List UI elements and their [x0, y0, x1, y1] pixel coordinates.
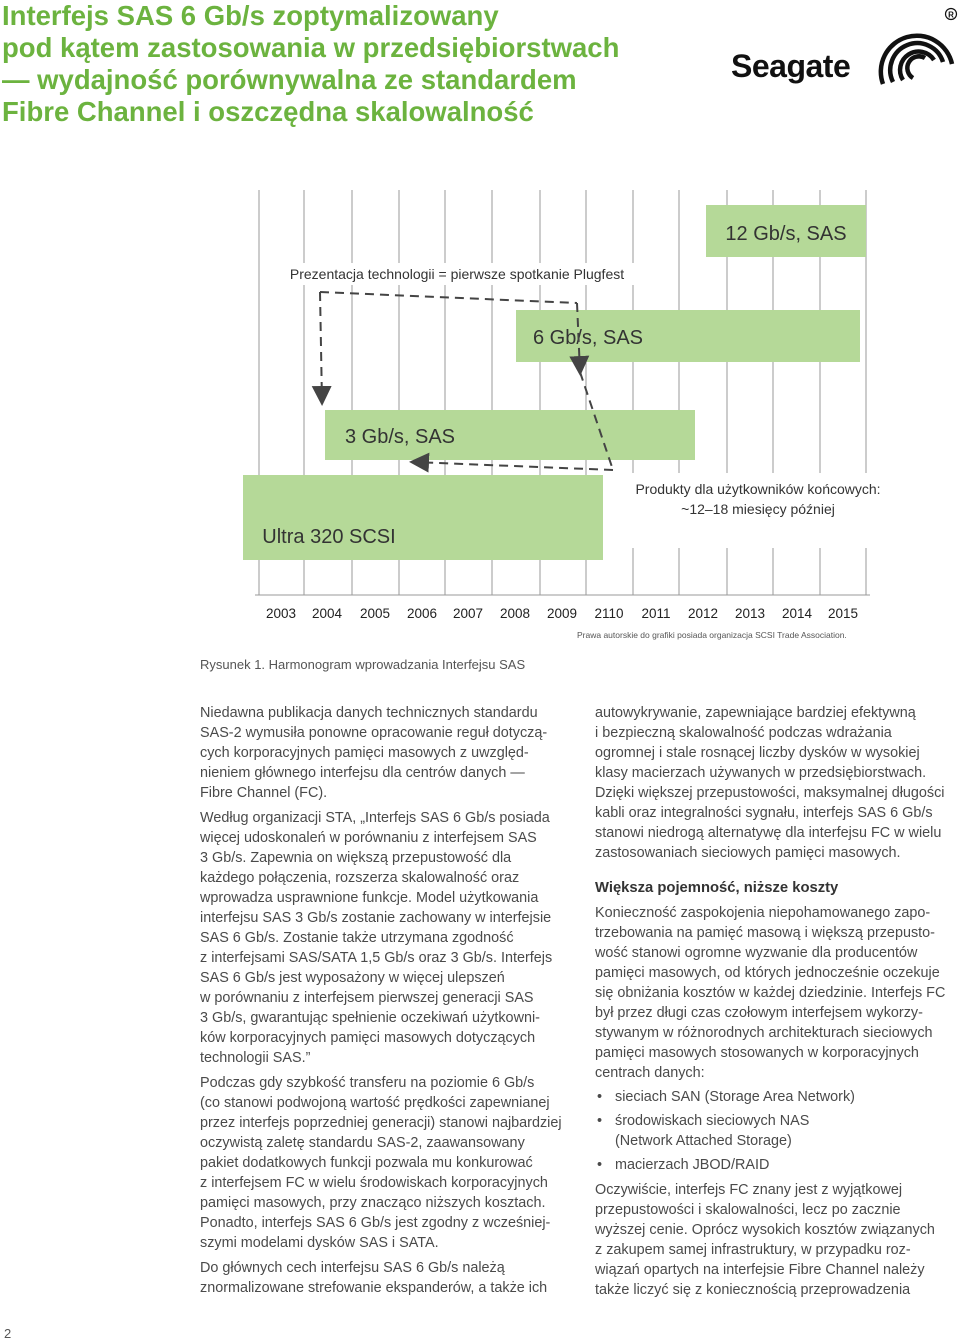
text-line: 3 Gb/s. Zapewnia on większą przepustowość dla	[200, 850, 512, 866]
text-line: stanowi niedrogą alternatywę dla interfejsu FC w wielu	[595, 825, 942, 841]
text-line: Ponadto, interfejs SAS 6 Gb/s jest zgodny z wcześniej-	[200, 1215, 551, 1231]
text-line: SAS-2 wymusiła ponowne opracowanie reguł dotyczą-	[200, 725, 548, 741]
text-line: stywanym w różnorodnych architekturach sieciowych	[595, 1025, 933, 1041]
text-line: pamięci masowych, przy znacząco niższych kosztach.	[200, 1195, 546, 1211]
left-column	[200, 703, 570, 1298]
text-line: oczywistą zaletę standardu SAS-2, zaawansowany	[200, 1135, 525, 1151]
year-label: 2009	[546, 606, 578, 621]
section-heading: Większa pojemność, niższe koszty	[595, 880, 839, 896]
text-line: wprowadza usprawnione funkcje. Model użytkowania	[200, 890, 539, 906]
bullet-icon: •	[597, 1113, 603, 1129]
list-item	[595, 1087, 955, 1107]
text-line: się obniżania kosztów w każdej dziedzinie. Interfejs FC	[595, 985, 946, 1001]
text-line: i bezpieczną skalowalność podczas wdrażania	[595, 725, 892, 741]
text-line: SAS 6 Gb/s jest wyposażony w więcej ulepszeń	[200, 970, 505, 986]
text-line: Do głównych cech interfejsu SAS 6 Gb/s należą	[200, 1260, 505, 1276]
text-line: przepustowości i skalowalności, lecz po zacznie	[595, 1202, 901, 1218]
text-line: cych korporacyjnych pamięci masowych z uwzględ-	[200, 745, 529, 761]
year-label: 2015	[827, 606, 859, 621]
list-item	[595, 1155, 955, 1175]
text-line: Konieczność zaspokojenia niepohamowanego zapo-	[595, 905, 931, 921]
text-line: Niedawna publikacja danych technicznych standardu	[200, 705, 538, 721]
year-label: 2008	[499, 606, 531, 621]
year-label: 2013	[734, 606, 766, 621]
text-line: z interfejsem FC w wielu środowiskach korporacyjnych	[200, 1175, 548, 1191]
right-column	[595, 703, 955, 1300]
seagate-wordmark: Seagate	[731, 48, 851, 84]
text-line: ków korporacyjnych pamięci masowych dotyczących	[200, 1030, 536, 1046]
text-line: technologii SAS.”	[200, 1050, 311, 1066]
text-line: nieniem głównego interfejsu dla centrów danych —	[200, 765, 525, 781]
text-line: Według organizacji STA, „Interfejs SAS 6 Gb/s posiada	[200, 810, 550, 826]
paragraph	[200, 703, 570, 803]
text-line: z interfejsami SAS/SATA 1,5 Gb/s oraz 3 Gb/s. Interfejs	[200, 950, 553, 966]
text-line: wiązań opartych na interfejsie Fibre Channel należy	[595, 1262, 925, 1278]
text-line: pakiet dodatkowych funkcji pozwala mu konkurować	[200, 1155, 533, 1171]
year-label: 2004	[311, 606, 343, 621]
figure-caption: Rysunek 1. Harmonogram wprowadzania Interfejsu SAS	[200, 657, 526, 672]
text-line: był przez długi czas czołowym interfejsem wykorzy-	[595, 1005, 923, 1021]
title-line: pod kątem zastosowania w przedsiębiorstwach	[2, 32, 620, 63]
bullet-icon: •	[597, 1089, 603, 1105]
text-line: z zakupem samej infrastruktury, w przypadku roz-	[595, 1242, 911, 1258]
year-label: 2014	[781, 606, 813, 621]
text-line: trzebowania na pamięć masową i większą przepusto-	[595, 925, 935, 941]
list-item	[595, 1111, 955, 1151]
text-line: znormalizowane strefowanie ekspanderów, a także ich	[200, 1280, 548, 1296]
text-line: w porównaniu z interfejsem pierwszej generacji SAS	[200, 990, 534, 1006]
sas-12-label: 12 Gb/s, SAS	[725, 223, 847, 245]
figure-copyright: Prawa autorskie do grafiki posiada organizacja SCSI Trade Association.	[577, 630, 847, 640]
text-line: centrach danych:	[595, 1065, 705, 1081]
list-item-text: sieciach SAN (Storage Area Network)	[615, 1089, 855, 1105]
text-line: wość stanowi ogromne wyzwanie dla producentów	[595, 945, 918, 961]
list-item-text: środowiskach sieciowych NAS	[615, 1113, 810, 1129]
products-note-line: ~12–18 miesięcy później	[681, 501, 835, 517]
text-line: Dzięki większej przepustowości, maksymalnej długości	[595, 785, 945, 801]
text-line: szymi modelami dysków SAS i SATA.	[200, 1235, 439, 1251]
text-line: (co stanowi podwojoną wartość prędkości zapewnianej	[200, 1095, 550, 1111]
year-label: 2007	[452, 606, 484, 621]
paragraph	[595, 703, 955, 863]
text-line: kabli oraz integralności sygnału, interfejs SAS 6 Gb/s	[595, 805, 933, 821]
page-number: 2	[4, 1326, 12, 1341]
text-line: pamięci masowych, od których jednocześnie oczekuje	[595, 965, 940, 981]
bullet-icon: •	[597, 1157, 603, 1173]
text-line: więcej udoskonaleń w porównaniu z interfejsem SAS	[200, 830, 537, 846]
list-item-text: macierzach JBOD/RAID	[615, 1157, 770, 1173]
paragraph	[595, 903, 955, 1083]
paragraph	[200, 1073, 570, 1253]
timeline-years	[266, 606, 858, 621]
year-label: 2110	[594, 606, 624, 621]
text-line: klasy macierzach używanych w przedsiębiorstwach.	[595, 765, 927, 781]
arrow-back-to-sas3	[413, 462, 613, 470]
year-label: 2006	[406, 606, 438, 621]
products-note-line: Produkty dla użytkowników końcowych:	[635, 481, 881, 497]
paragraph	[200, 1258, 570, 1298]
year-label: 2005	[359, 606, 391, 621]
text-line: wyższej cenie. Oprócz wysokich kosztów związanych	[595, 1222, 935, 1238]
year-label: 2012	[687, 606, 719, 621]
text-line: także liczyć się z koniecznością przeprowadzenia	[595, 1282, 911, 1298]
text-line: Oczywiście, interfejs FC znany jest z wyjątkowej	[595, 1182, 903, 1198]
text-line: Podczas gdy szybkość transferu na poziomie 6 Gb/s	[200, 1075, 535, 1091]
registered-mark: R	[948, 10, 954, 20]
text-line: ogromnej i stale rosnącej liczby dysków w wysokiej	[595, 745, 920, 761]
text-line: pamięci masowych stosowanych w korporacyjnych	[595, 1045, 919, 1061]
text-line: SAS 6 Gb/s. Zostanie także utrzymana zgodność	[200, 930, 514, 946]
text-line: 3 Gb/s, gwarantując spełnienie oczekiwań użytkowni-	[200, 1010, 540, 1026]
title-line: Fibre Channel i oszczędna skalowalność	[2, 96, 534, 127]
text-line: Fibre Channel (FC).	[200, 785, 328, 801]
paragraph	[200, 808, 570, 1068]
paragraph	[595, 1180, 955, 1300]
arrow-to-sas3	[320, 292, 322, 402]
text-line: zastosowaniach sieciowych pamięci masowych.	[595, 845, 901, 861]
sas-3-label: 3 Gb/s, SAS	[344, 426, 456, 448]
year-label: 2003	[265, 606, 297, 621]
sas-timeline-figure	[0, 0, 960, 640]
ultra-320-label: Ultra 320 SCSI	[262, 526, 396, 548]
title-line: Interfejs SAS 6 Gb/s zoptymalizowany	[2, 0, 499, 31]
plugfest-note: Prezentacja technologii = pierwsze spotkanie Plugfest	[289, 266, 625, 282]
sas-6-label: 6 Gb/s, SAS	[532, 327, 644, 349]
text-line: przez interfejs poprzedniej generacji) stanowi najbardziej	[200, 1115, 562, 1131]
year-label: 2011	[641, 606, 671, 621]
title-line: — wydajność porównywalna ze standardem	[2, 64, 577, 95]
text-line: interfejsu SAS 3 Gb/s zostanie zachowany w interfejsie	[200, 910, 552, 926]
text-line: autowykrywanie, zapewniające bardziej efektywną	[595, 705, 916, 721]
arrow-top-line	[320, 292, 577, 303]
text-line: każdego połączenia, rozszerza skalowalność oraz	[200, 870, 520, 886]
list-item-text: (Network Attached Storage)	[615, 1133, 792, 1149]
